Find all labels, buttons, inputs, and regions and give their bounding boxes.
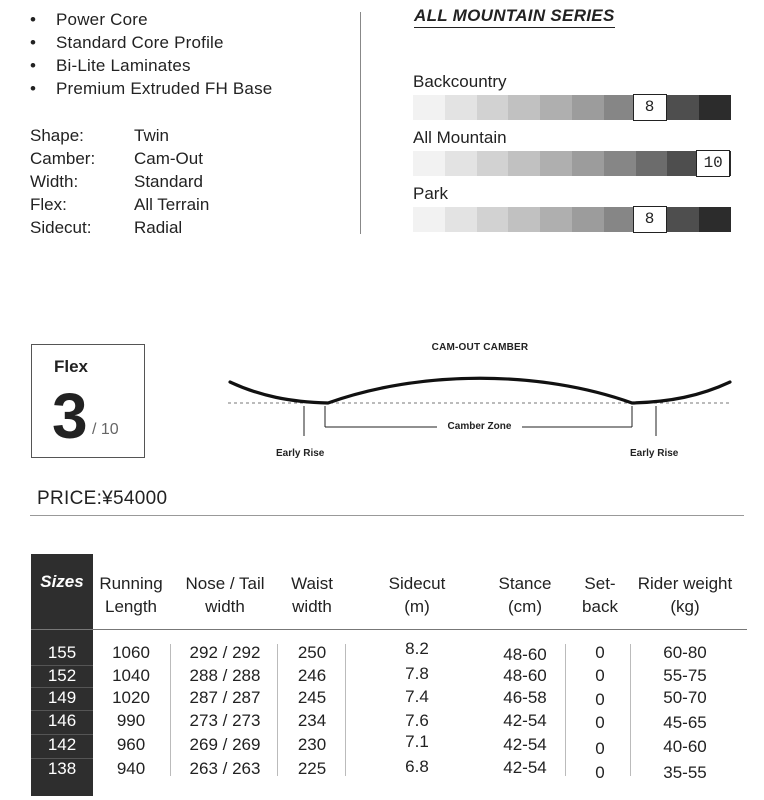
board-profile-curve (230, 378, 730, 403)
feature-text: Power Core (56, 10, 148, 29)
table-cell: 6.8 (405, 757, 429, 776)
table-cell: 288 / 288 (189, 666, 261, 685)
header-line: (cm) (508, 597, 542, 616)
table-cell: 0 (595, 643, 605, 662)
feature-text: Bi-Lite Laminates (56, 56, 191, 75)
specs-list (30, 124, 209, 239)
spec-value: Twin (134, 126, 169, 145)
header-waist-width (282, 572, 342, 618)
size-cell: 149 (47, 688, 77, 707)
header-line: back (582, 597, 618, 616)
scale-segment (477, 151, 509, 176)
header-line: width (205, 597, 245, 616)
table-cell: 230 (297, 735, 327, 754)
column-separator (345, 644, 346, 776)
table-cell: 990 (116, 711, 146, 730)
scale-segment (636, 151, 668, 176)
rating-label: All Mountain (413, 128, 507, 147)
feature-item (30, 54, 272, 77)
table-cell: 250 (297, 643, 327, 662)
bullet: • (30, 79, 37, 98)
table-cell: 269 / 269 (189, 735, 261, 754)
feature-text: Standard Core Profile (56, 33, 224, 52)
spec-key: Width: (30, 172, 79, 191)
table-cell: 234 (297, 711, 327, 730)
size-row-separator (31, 710, 93, 711)
price: PRICE:¥54000 (37, 488, 168, 509)
section-divider (360, 12, 361, 234)
scale-segment (572, 95, 604, 120)
table-cell: 1040 (112, 666, 150, 685)
scale-segment (667, 151, 699, 176)
table-cell: 246 (297, 666, 327, 685)
scale-segment (508, 151, 540, 176)
scale-segment (445, 151, 477, 176)
spec-value: All Terrain (134, 195, 210, 214)
rating-marker: 8 (633, 206, 667, 233)
spec-value: Standard (134, 172, 203, 191)
rating-scale (413, 151, 731, 176)
size-cell: 142 (47, 735, 77, 754)
spec-key: Flex: (30, 195, 67, 214)
column-separator (170, 644, 171, 776)
table-cell: 287 / 287 (189, 688, 261, 707)
scale-segment (699, 95, 731, 120)
spec-sidecut (30, 216, 209, 239)
scale-segment (667, 95, 699, 120)
scale-segment (604, 151, 636, 176)
feature-item (30, 8, 272, 31)
header-line: Waist (291, 574, 333, 593)
table-cell: 245 (297, 688, 327, 707)
flex-rating-box (31, 344, 145, 458)
spec-width (30, 170, 209, 193)
scale-segment (445, 95, 477, 120)
table-cell: 48-60 (503, 645, 547, 664)
table-cell: 7.6 (405, 711, 429, 730)
header-line: Running (99, 574, 163, 593)
header-line: (kg) (670, 597, 700, 616)
rating-marker: 8 (633, 94, 667, 121)
table-cell: 35-55 (663, 763, 707, 782)
size-row-separator (31, 758, 93, 759)
scale-segment (477, 207, 509, 232)
table-cell: 225 (297, 759, 327, 778)
scale-segment (445, 207, 477, 232)
header-stance (488, 572, 562, 618)
header-line: (m) (404, 597, 430, 616)
rating-backcountry (413, 72, 731, 120)
table-cell: 960 (116, 735, 146, 754)
scale-segment (572, 207, 604, 232)
scale-segment (540, 151, 572, 176)
header-line: Stance (498, 574, 552, 593)
table-cell: 42-54 (503, 711, 547, 730)
table-cell: 42-54 (503, 735, 547, 754)
rating-label: Backcountry (413, 72, 507, 91)
table-cell: 292 / 292 (189, 643, 261, 662)
table-cell: 42-54 (503, 758, 547, 777)
scale-segment (699, 207, 731, 232)
spec-value: Radial (134, 218, 183, 237)
scale-segment (477, 95, 509, 120)
feature-item (30, 31, 272, 54)
table-cell: 273 / 273 (189, 711, 261, 730)
size-cell: 155 (47, 643, 77, 662)
features-list (30, 8, 272, 100)
header-line: Rider weight (637, 574, 733, 593)
column-separator (277, 644, 278, 776)
size-row-separator (31, 687, 93, 688)
scale-segment (413, 207, 445, 232)
size-cell: 146 (47, 711, 77, 730)
header-running-length (95, 572, 167, 618)
size-row-separator (31, 734, 93, 735)
table-cell: 0 (595, 739, 605, 758)
rating-label: Park (413, 184, 448, 203)
header-line: Set- (584, 574, 616, 593)
table-cell: 46-58 (503, 688, 547, 707)
scale-segment (413, 95, 445, 120)
header-line: Length (105, 597, 157, 616)
scale-segment (604, 95, 636, 120)
scale-segment (540, 207, 572, 232)
table-cell: 0 (595, 690, 605, 709)
spec-flex (30, 193, 209, 216)
header-nose-tail-width (176, 572, 274, 618)
size-cell: 152 (47, 666, 77, 685)
scale-segment (604, 207, 636, 232)
table-cell: 7.1 (405, 732, 429, 751)
early-rise-left-label: Early Rise (276, 448, 325, 459)
spec-key: Camber: (30, 149, 96, 168)
spec-key: Shape: (30, 126, 84, 145)
table-cell: 8.2 (405, 639, 429, 658)
sizes-header: Sizes (40, 572, 84, 591)
header-setback (574, 572, 626, 618)
scale-segment (540, 95, 572, 120)
bullet: • (30, 10, 37, 29)
camber-diagram (220, 330, 740, 470)
table-cell: 60-80 (663, 643, 707, 662)
table-cell: 1060 (112, 643, 150, 662)
header-sidecut (375, 572, 459, 618)
bullet: • (30, 33, 37, 52)
column-separator (630, 644, 631, 776)
scale-segment (508, 207, 540, 232)
size-row-separator (31, 665, 93, 666)
spec-value: Cam-Out (134, 149, 203, 168)
table-cell: 7.4 (405, 687, 429, 706)
table-cell: 50-70 (663, 688, 707, 707)
table-cell: 1020 (112, 688, 150, 707)
scale-segment (572, 151, 604, 176)
table-cell: 45-65 (663, 713, 707, 732)
table-cell: 0 (595, 713, 605, 732)
table-cell: 48-60 (503, 666, 547, 685)
spec-camber (30, 147, 209, 170)
flex-value: 3 (52, 380, 88, 452)
camber-zone-label: Camber Zone (437, 421, 522, 432)
feature-item (30, 77, 272, 100)
spec-shape (30, 124, 209, 147)
table-cell: 940 (116, 759, 146, 778)
rating-scale (413, 95, 731, 120)
series-title: ALL MOUNTAIN SERIES (414, 6, 615, 28)
table-cell: 0 (595, 763, 605, 782)
column-separator (565, 644, 566, 776)
scale-segment (667, 207, 699, 232)
table-cell: 7.8 (405, 664, 429, 683)
table-cell: 0 (595, 666, 605, 685)
flex-denominator: / 10 (92, 421, 119, 438)
header-rider-weight (628, 572, 742, 618)
scale-segment (413, 151, 445, 176)
feature-text: Premium Extruded FH Base (56, 79, 273, 98)
header-line: Sidecut (388, 574, 446, 593)
flex-label: Flex (54, 357, 89, 376)
table-header-divider (31, 629, 747, 630)
table-cell: 263 / 263 (189, 759, 261, 778)
header-line: width (292, 597, 332, 616)
bullet: • (30, 56, 37, 75)
early-rise-right-label: Early Rise (630, 448, 679, 459)
header-line: Nose / Tail (185, 574, 265, 593)
rating-scale (413, 207, 731, 232)
camber-title: CAM-OUT CAMBER (431, 342, 529, 353)
rating-all-mountain (413, 128, 731, 176)
rating-marker: 10 (696, 150, 730, 177)
table-cell: 40-60 (663, 737, 707, 756)
scale-segment (508, 95, 540, 120)
price-divider (30, 515, 744, 516)
spec-key: Sidecut: (30, 218, 92, 237)
size-cell: 138 (47, 759, 77, 778)
table-cell: 55-75 (663, 666, 707, 685)
rating-park (413, 184, 731, 232)
